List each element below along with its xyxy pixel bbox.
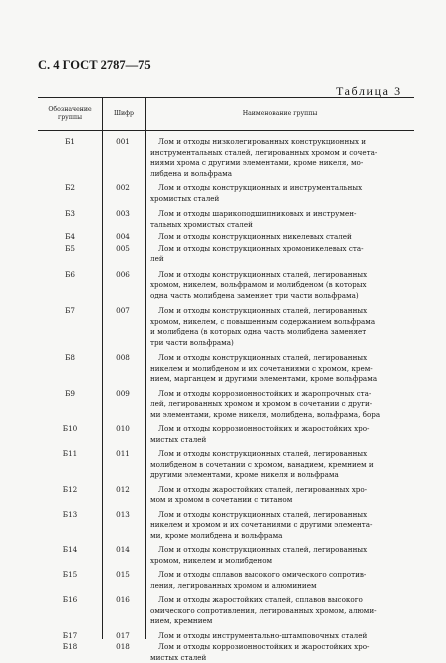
group-name bbox=[144, 306, 414, 348]
group-name-line: Лом и отходы конструкционных сталей, легированных bbox=[150, 545, 414, 556]
group-name-line: Лом и отходы коррозионностойких и жаропрочных ста- bbox=[150, 389, 414, 400]
group-name-line: Лом и отходы конструкционных сталей, легированных bbox=[150, 353, 414, 364]
group-cipher: 015 bbox=[102, 570, 144, 591]
group-cipher: 014 bbox=[102, 545, 144, 566]
group-name-line: мистых сталей bbox=[150, 653, 414, 663]
group-name-line: Лом и отходы конструкционных сталей, легированных bbox=[150, 270, 414, 281]
group-cipher: 002 bbox=[102, 183, 144, 204]
group-name-line: Лом и отходы конструкционных сталей, легированных bbox=[150, 449, 414, 460]
group-name-line: молибденом в сочетании с хромом, ванадием, кремнием и bbox=[150, 460, 414, 471]
group-code: Б10 bbox=[38, 424, 102, 445]
header-cipher bbox=[103, 98, 146, 130]
group-name-line: Лом и отходы конструкционных и инструментальных bbox=[150, 183, 414, 194]
group-code: Б1 bbox=[38, 137, 102, 179]
group-name-line: Лом и отходы низколегированных конструкционных и bbox=[150, 137, 414, 148]
group-name-line: хромом, никелем, вольфрамом и молибденом (в которых bbox=[150, 280, 414, 291]
group-name-line: лей, легированных хромом и хромом в сочетании с други- bbox=[150, 399, 414, 410]
group-name-line: другими элементами, кроме никеля и вольфрама bbox=[150, 470, 414, 481]
group-code: Б6 bbox=[38, 270, 102, 302]
group-name bbox=[144, 209, 414, 230]
group-code: Б12 bbox=[38, 485, 102, 506]
group-name bbox=[144, 570, 414, 591]
group-name bbox=[144, 353, 414, 385]
group-code: Б8 bbox=[38, 353, 102, 385]
table-row bbox=[38, 510, 414, 542]
group-name bbox=[144, 232, 414, 243]
group-name bbox=[144, 389, 414, 421]
group-cipher: 003 bbox=[102, 209, 144, 230]
table-body bbox=[38, 131, 414, 639]
group-cipher: 004 bbox=[102, 232, 144, 243]
groups-table bbox=[38, 97, 414, 639]
group-code: Б15 bbox=[38, 570, 102, 591]
group-name-line: и молибдена (в которых одна часть молибдена заменяет bbox=[150, 327, 414, 338]
group-name-line: три части вольфрама) bbox=[150, 338, 414, 349]
group-name-line: хромистых сталей bbox=[150, 194, 414, 205]
table-row bbox=[38, 353, 414, 385]
group-name-line: нием, кремнием bbox=[150, 616, 414, 627]
group-code: Б9 bbox=[38, 389, 102, 421]
group-name-line: инструментальных сталей, легированных хромом и сочета- bbox=[150, 148, 414, 159]
table-row bbox=[38, 209, 414, 230]
group-name-line: Лом и отходы жаростойких сталей, сплавов высокого bbox=[150, 595, 414, 606]
group-code: Б4 bbox=[38, 232, 102, 243]
group-code: Б18 bbox=[38, 642, 102, 663]
group-code: Б16 bbox=[38, 595, 102, 627]
group-cipher: 016 bbox=[102, 595, 144, 627]
group-name-line: Лом и отходы сплавов высокого омического сопротив- bbox=[150, 570, 414, 581]
table-row bbox=[38, 306, 414, 348]
group-name-line: Лом и отходы конструкционных сталей, легированных bbox=[150, 306, 414, 317]
group-code: Б17 bbox=[38, 631, 102, 642]
table-row bbox=[38, 389, 414, 421]
group-name-line: Лом и отходы конструкционных хромоникелевых ста- bbox=[150, 244, 414, 255]
table-row bbox=[38, 595, 414, 627]
group-name bbox=[144, 595, 414, 627]
group-name-line: Лом и отходы инструментально-штамповочных сталей bbox=[150, 631, 414, 642]
group-name-line: никелем и молибденом и их сочетаниями с хромом, крем- bbox=[150, 364, 414, 375]
table-row bbox=[38, 642, 414, 663]
group-name-line: Лом и отходы коррозионностойких и жаростойких хро- bbox=[150, 424, 414, 435]
group-name-line: одна часть молибдена заменяет три части вольфрама) bbox=[150, 291, 414, 302]
header-group-label: Обозначение группы bbox=[48, 106, 91, 122]
table-caption: Таблица 3 bbox=[336, 84, 402, 99]
group-name bbox=[144, 510, 414, 542]
table-row bbox=[38, 183, 414, 204]
group-name-line: мистых сталей bbox=[150, 435, 414, 446]
table-row bbox=[38, 449, 414, 481]
table-row bbox=[38, 485, 414, 506]
group-code: Б13 bbox=[38, 510, 102, 542]
group-name-line: Лом и отходы жаростойких сталей, легированных хро- bbox=[150, 485, 414, 496]
group-name-line: мом и хромом в сочетании с титаном bbox=[150, 495, 414, 506]
header-name-label: Наименование группы bbox=[243, 110, 318, 118]
header-name bbox=[146, 98, 414, 130]
group-cipher: 007 bbox=[102, 306, 144, 348]
table-header bbox=[38, 97, 414, 131]
table-rows bbox=[38, 137, 414, 663]
group-name-line: лей bbox=[150, 254, 414, 265]
group-name bbox=[144, 631, 414, 642]
group-name-line: Лом и отходы коррозионностойких и жаростойких хро- bbox=[150, 642, 414, 653]
table-row bbox=[38, 137, 414, 179]
group-code: Б5 bbox=[38, 244, 102, 265]
page-title: С. 4 ГОСТ 2787—75 bbox=[38, 58, 151, 73]
table-row bbox=[38, 270, 414, 302]
group-name-line: ления, легированных хромом и алюминием bbox=[150, 581, 414, 592]
group-name-line: омического сопротивления, легированных хромом, алюми- bbox=[150, 606, 414, 617]
group-code: Б7 bbox=[38, 306, 102, 348]
group-name bbox=[144, 449, 414, 481]
group-code: Б3 bbox=[38, 209, 102, 230]
group-name bbox=[144, 642, 414, 663]
group-cipher: 005 bbox=[102, 244, 144, 265]
group-name-line: хромом, никелем, с повышенным содержанием вольфрама bbox=[150, 317, 414, 328]
group-name bbox=[144, 424, 414, 445]
group-name-line: Лом и отходы конструкционных сталей, легированных bbox=[150, 510, 414, 521]
group-name bbox=[144, 183, 414, 204]
group-cipher: 009 bbox=[102, 389, 144, 421]
group-cipher: 001 bbox=[102, 137, 144, 179]
group-name bbox=[144, 545, 414, 566]
group-name-line: ниями хрома с другими элементами, кроме никеля, мо- bbox=[150, 158, 414, 169]
table-row bbox=[38, 232, 414, 243]
group-name bbox=[144, 137, 414, 179]
group-cipher: 011 bbox=[102, 449, 144, 481]
header-group bbox=[38, 98, 103, 130]
group-cipher: 018 bbox=[102, 642, 144, 663]
table-row bbox=[38, 570, 414, 591]
group-cipher: 010 bbox=[102, 424, 144, 445]
group-cipher: 008 bbox=[102, 353, 144, 385]
group-name bbox=[144, 485, 414, 506]
header-cipher-label: Шифр bbox=[114, 110, 134, 118]
group-name bbox=[144, 244, 414, 265]
group-cipher: 006 bbox=[102, 270, 144, 302]
group-name-line: Лом и отходы шарикоподшипниковых и инструмен- bbox=[150, 209, 414, 220]
group-code: Б2 bbox=[38, 183, 102, 204]
group-cipher: 013 bbox=[102, 510, 144, 542]
group-cipher: 017 bbox=[102, 631, 144, 642]
group-name bbox=[144, 270, 414, 302]
group-name-line: тальных хромистых сталей bbox=[150, 220, 414, 231]
group-name-line: Лом и отходы конструкционных никелевых сталей bbox=[150, 232, 414, 243]
table-row bbox=[38, 545, 414, 566]
table-row bbox=[38, 244, 414, 265]
group-code: Б11 bbox=[38, 449, 102, 481]
group-name-line: либдена и вольфрама bbox=[150, 169, 414, 180]
group-name-line: хромом, никелем и молибденом bbox=[150, 556, 414, 567]
table-row bbox=[38, 424, 414, 445]
group-name-line: никелем и хромом и их сочетаниями с другими элемента- bbox=[150, 520, 414, 531]
group-code: Б14 bbox=[38, 545, 102, 566]
table-row bbox=[38, 631, 414, 642]
group-name-line: ми элементами, кроме никеля, молибдена, вольфрама, бора bbox=[150, 410, 414, 421]
group-cipher: 012 bbox=[102, 485, 144, 506]
group-name-line: ми, кроме молибдена и вольфрама bbox=[150, 531, 414, 542]
group-name-line: нием, марганцем и другими элементами, кроме вольфрама bbox=[150, 374, 414, 385]
